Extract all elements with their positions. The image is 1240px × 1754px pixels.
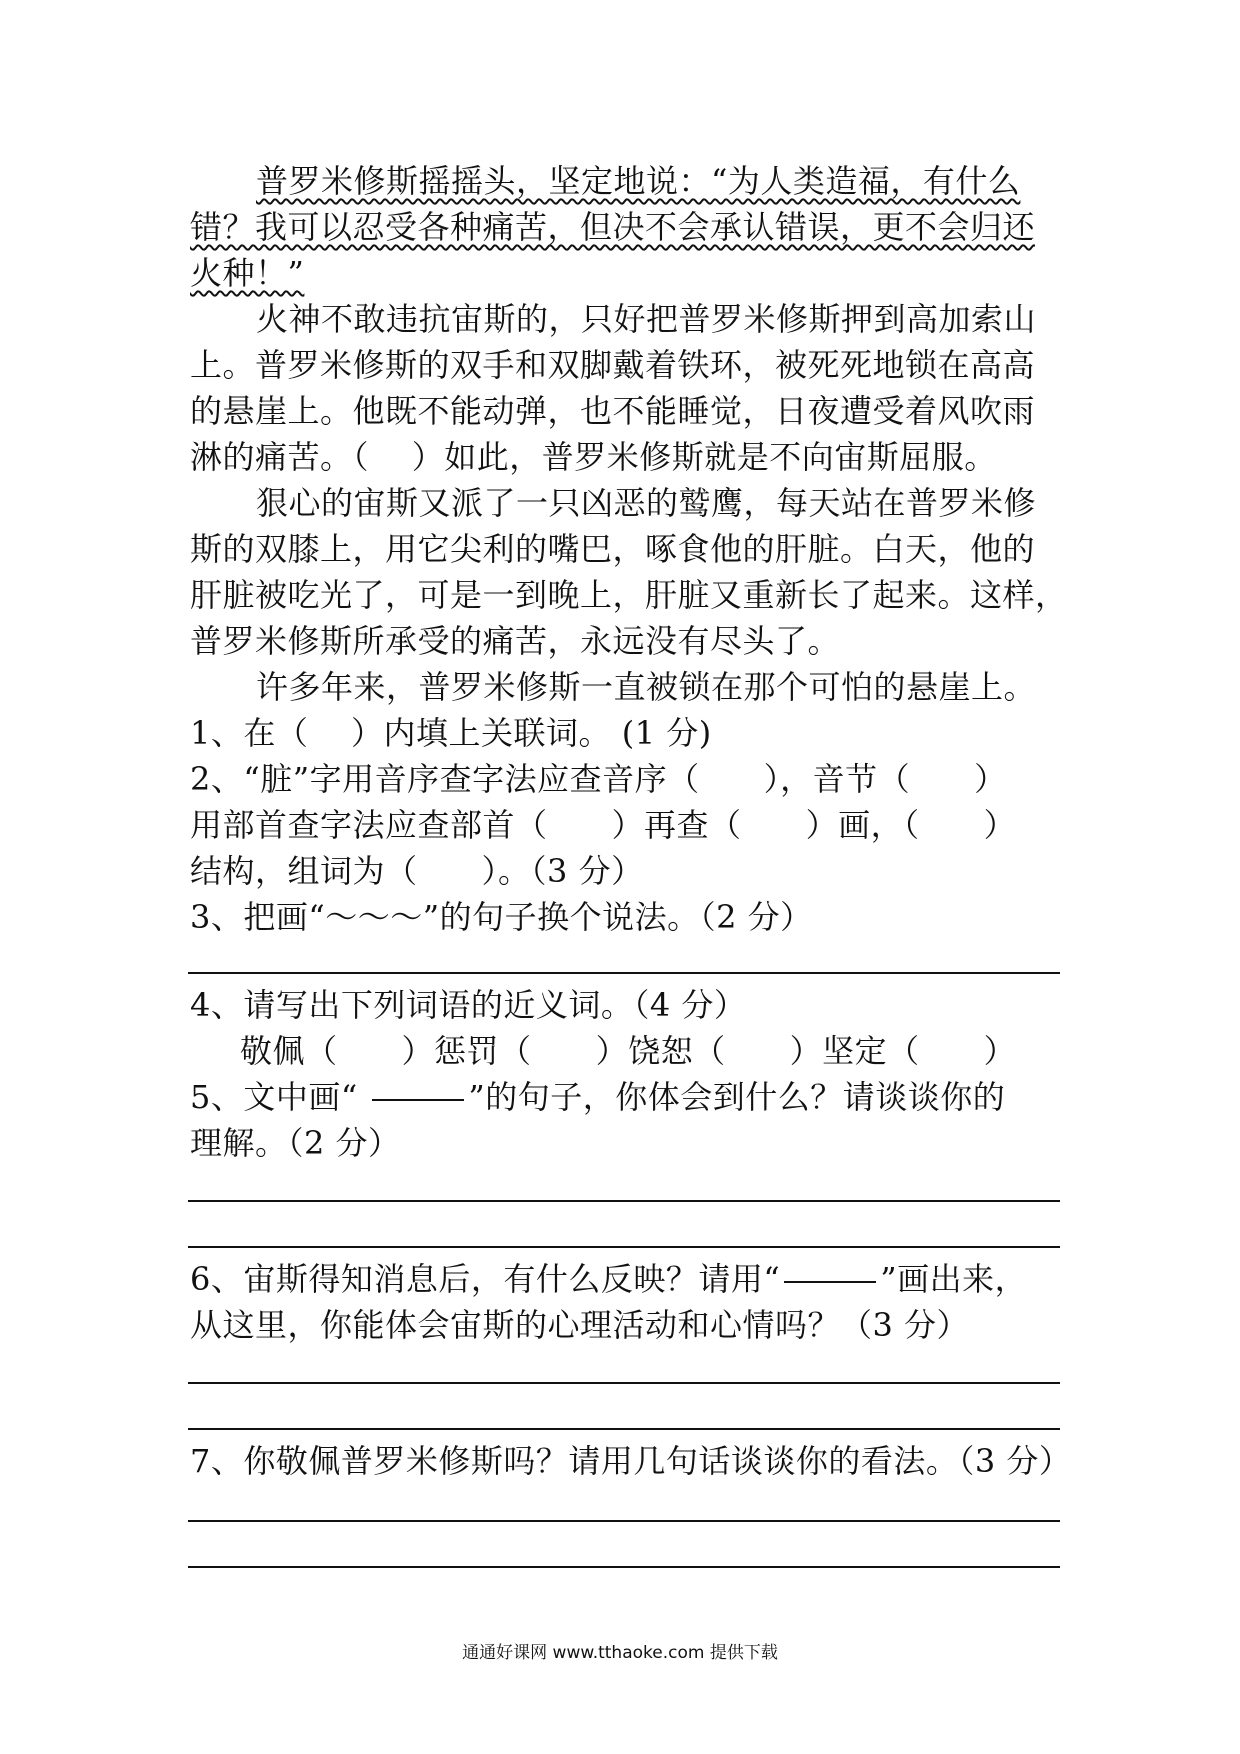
question-5-line: 理解。（2 分） — [190, 1124, 401, 1162]
wavy-sentence: 普罗米修斯摇摇头，坚定地说：“为人类造福，有什么 — [256, 162, 1021, 200]
question-6-line: 从这里，你能体会宙斯的心理活动和心情吗？（3 分） — [190, 1306, 970, 1344]
wavy-sentence: 火种！” — [190, 254, 305, 292]
passage-line: 的悬崖上。他既不能动弹，也不能睡觉，日夜遭受着风吹雨 — [190, 392, 1036, 430]
question-5-text: ”的句子，你体会到什么？请谈谈你的 — [468, 1078, 1006, 1116]
question-2: 2、“脏”字用音序查字法应查音序（ ），音节（ ） — [190, 760, 1007, 798]
passage-line: 上。普罗米修斯的双手和双脚戴着铁环，被死死地锁在高高 — [190, 346, 1036, 384]
passage-line: 肝脏被吃光了，可是一到晚上，肝脏又重新长了起来。这样， — [190, 576, 1068, 614]
underline-mark — [372, 1099, 464, 1101]
question-7: 7、你敬佩普罗米修斯吗？请用几句话谈谈你的看法。（3 分） — [190, 1442, 1072, 1480]
underline-mark — [784, 1281, 876, 1283]
answer-line[interactable] — [188, 972, 1060, 974]
passage-line: 狠心的宙斯又派了一只凶恶的鹫鹰，每天站在普罗米修 — [256, 484, 1037, 522]
passage-line — [256, 158, 1060, 204]
question-6 — [190, 1256, 1060, 1302]
passage-line: 淋的痛苦。（ ）如此，普罗米修斯就是不向宙斯屈服。 — [190, 438, 997, 476]
wavy-sentence: 错？我可以忍受各种痛苦，但决不会承认错误，更不会归还 — [190, 208, 1036, 246]
passage-line — [190, 250, 1060, 296]
question-3: 3、把画“～～～”的句子换个说法。（2 分） — [190, 898, 813, 936]
passage-line — [190, 204, 1060, 250]
passage-line: 普罗米修斯所承受的痛苦，永远没有尽头了。 — [190, 622, 841, 660]
passage-line: 许多年来，普罗米修斯一直被锁在那个可怕的悬崖上。 — [256, 668, 1037, 706]
question-6-text: 6、宙斯得知消息后，有什么反映？请用“ — [190, 1260, 781, 1298]
question-2-line: 用部首查字法应查部首（ ）再查（ ）画，（ ） — [190, 806, 1017, 844]
answer-line[interactable] — [188, 1566, 1060, 1568]
question-4-words: 敬佩（ ）惩罚（ ）饶恕（ ）坚定（ ） — [240, 1032, 1017, 1070]
question-6-text: ”画出来， — [880, 1260, 1028, 1298]
question-5-text: 5、文中画“ — [190, 1078, 369, 1116]
question-5 — [190, 1074, 1060, 1120]
question-2-line: 结构，组词为（ ）。（3 分） — [190, 852, 644, 890]
answer-line[interactable] — [188, 1246, 1060, 1248]
answer-line[interactable] — [188, 1520, 1060, 1522]
question-1: 1、在（ ）内填上关联词。 (1 分) — [190, 714, 712, 752]
answer-line[interactable] — [188, 1428, 1060, 1430]
answer-line[interactable] — [188, 1382, 1060, 1384]
passage-line: 火神不敢违抗宙斯的，只好把普罗米修斯押到高加索山 — [256, 300, 1037, 338]
footer-credit: 通通好课网 www.tthaoke.com 提供下载 — [462, 1643, 778, 1663]
answer-line[interactable] — [188, 1200, 1060, 1202]
question-4: 4、请写出下列词语的近义词。（4 分） — [190, 986, 747, 1024]
passage-line: 斯的双膝上，用它尖利的嘴巴，啄食他的肝脏。白天，他的 — [190, 530, 1036, 568]
